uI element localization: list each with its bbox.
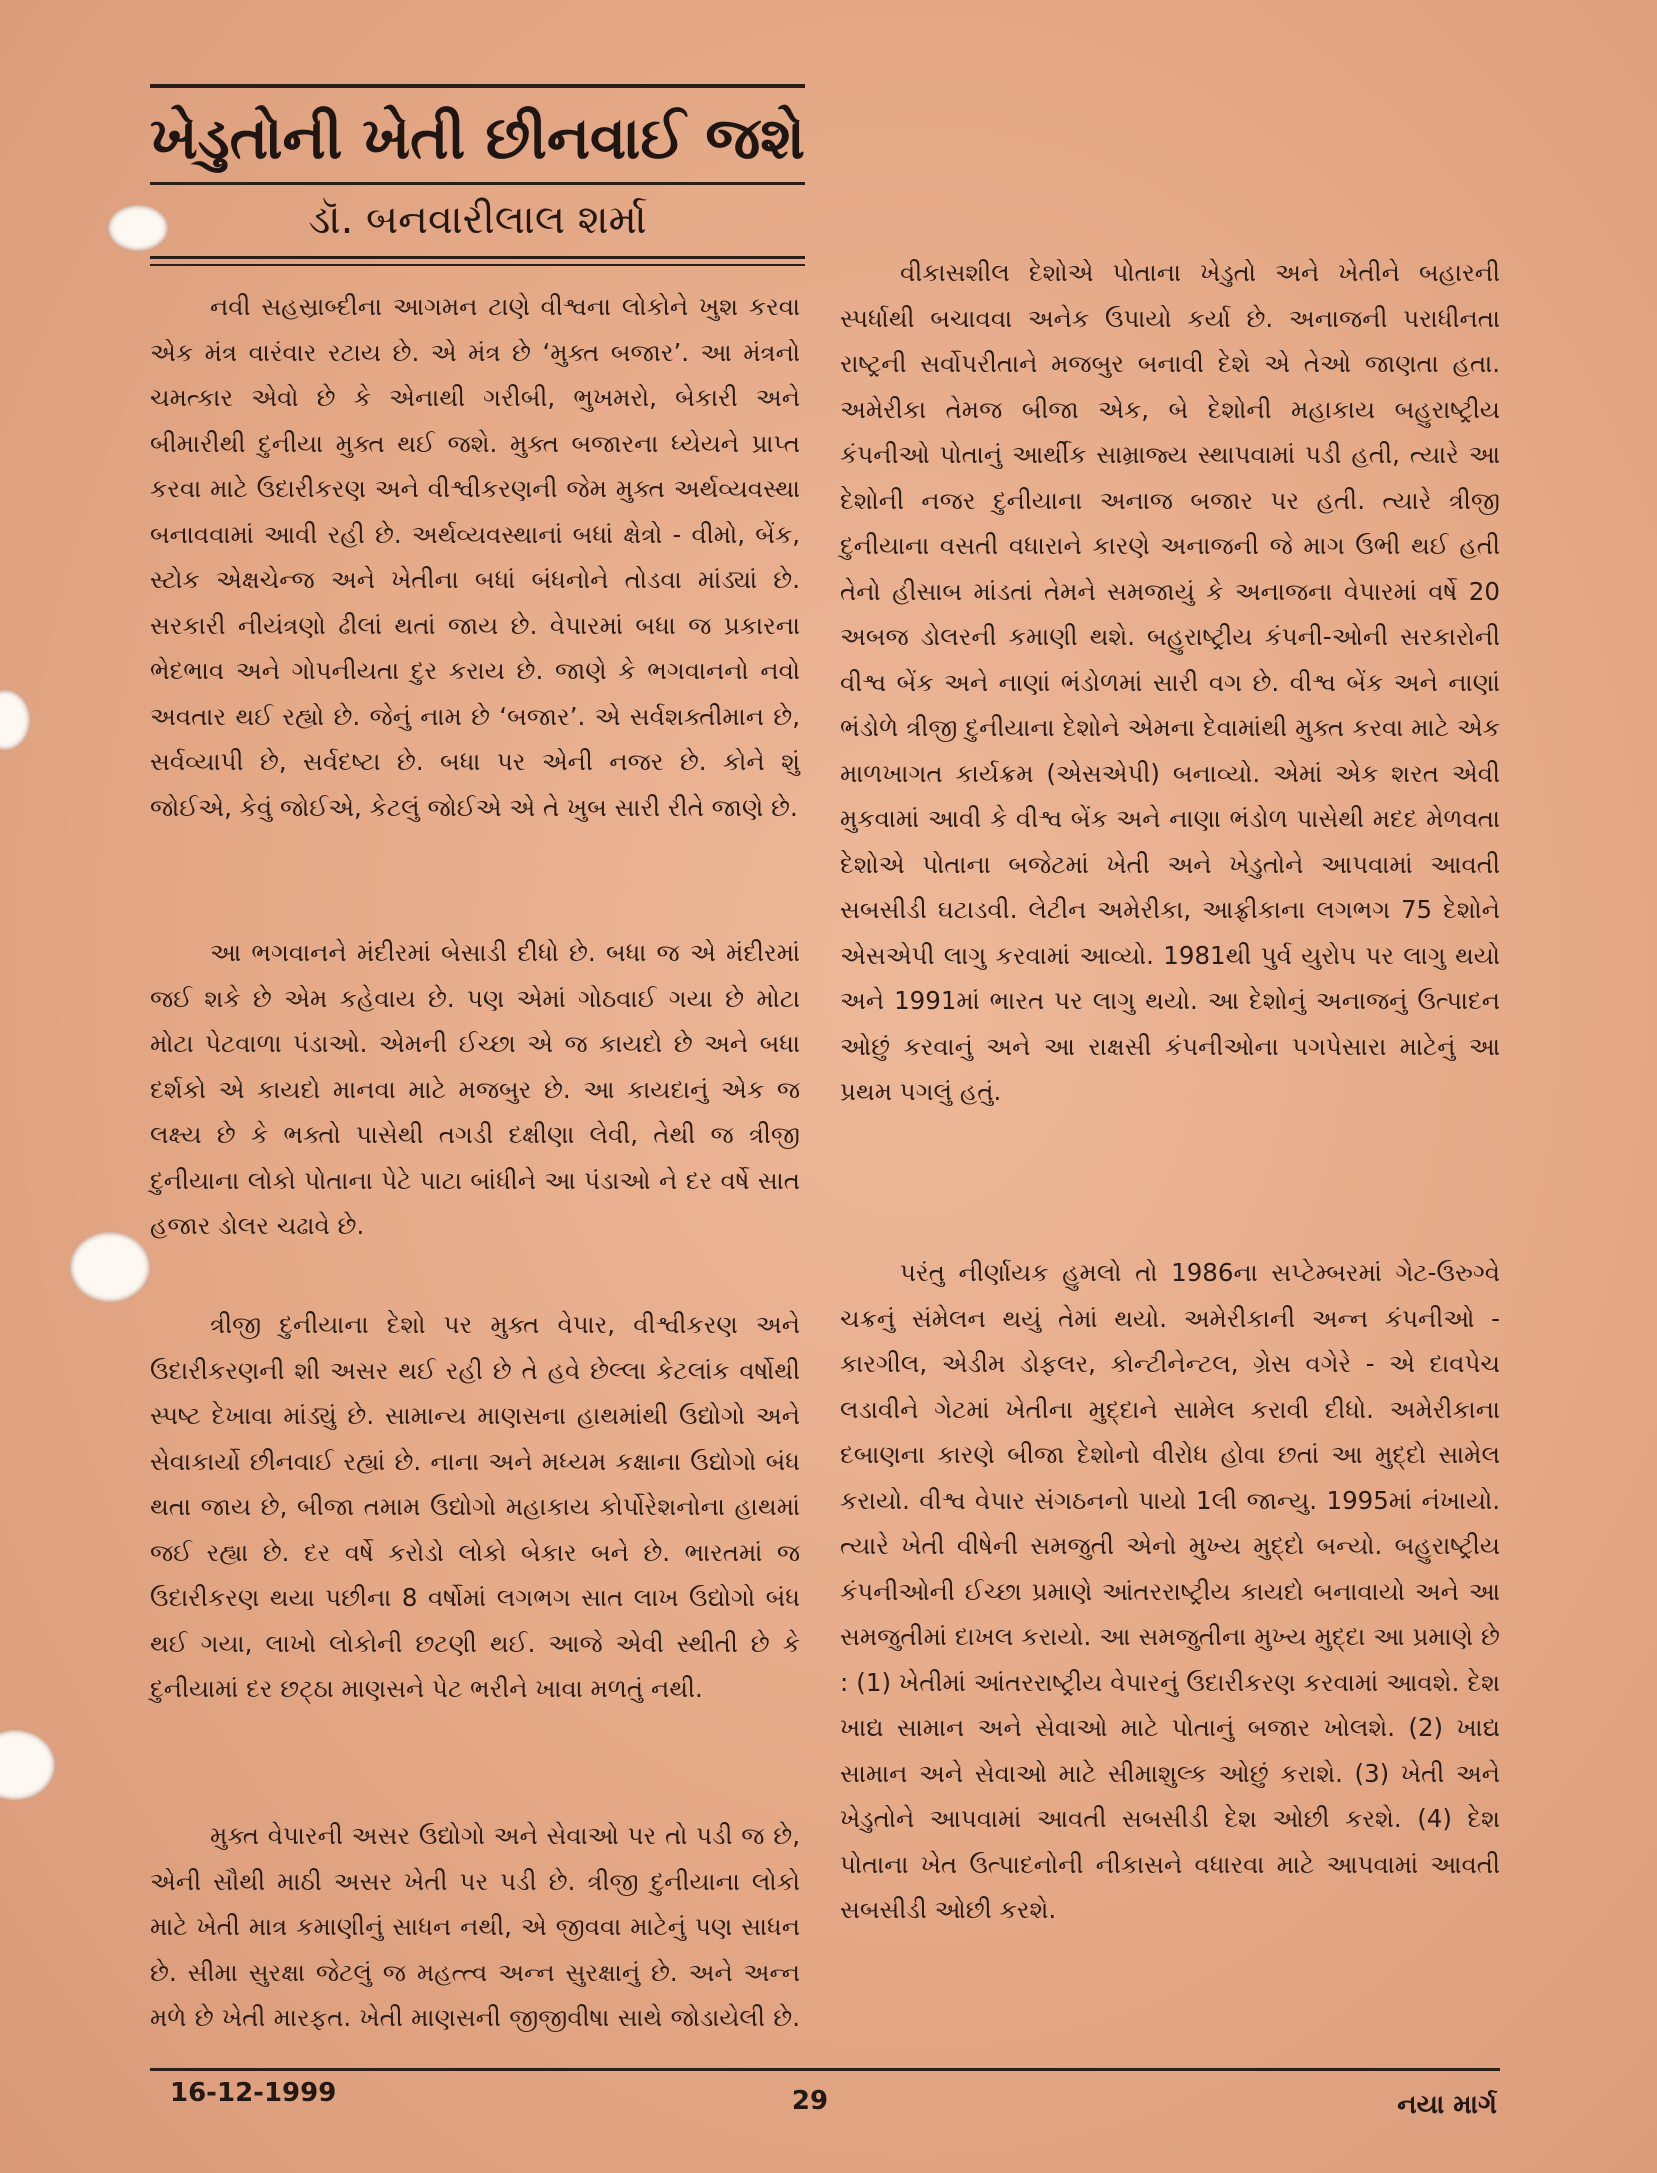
article-title: ખેડુતોની ખેતી છીનવાઈ જશે [150,104,805,172]
article-paragraph: મુક્ત વેપારની અસર ઉદ્યોગો અને સેવાઓ પર તો પડી જ છે, એની સૌથી માઠી અસર ખેતી પર પડી છે. ત્રીજી દુનીયાના લોકો માટે ખેતી માત્ર કમાણીનું સાધન નથી, એ જીવવા માટેનું પણ સાધન છે. સીમા સુરક્ષા જેટલું જ મહત્ત્વ અન્ન સુરક્ષાનું છે. અને અન્ન મળે છે ખેતી મારફત. ખેતી માણસની જીજીવીષા સાથે જોડાયેલી છે. [150,1821,800,2032]
title-rule [150,182,805,185]
title-rule [150,264,805,266]
paper-hole [0,1730,55,1800]
article-paragraph: પરંતુ નીર્ણાયક હુમલો તો 1986ના સપ્ટેમ્બરમાં ગેટ-ઉરુગ્વે ચક્રનું સંમેલન થયું તેમાં થયો. અમેરીકાની અન્ન કંપનીઓ - કારગીલ, એડીમ ડોફલર, કોન્ટીનેન્ટલ, ગ્રેસ વગેરે - એ દાવપેચ લડાવીને ગેટમાં ખેતીના મુદ્દાને સામેલ કરાવી દીધો. અમેરીકાના દબાણના કારણે બીજા દેશોનો વીરોધ હોવા છતાં આ મુદ્દો સામેલ કરાયો. વીશ્વ વેપાર સંગઠનનો પાયો 1લી જાન્યુ. 1995માં નંખાયો. ત્યારે ખેતી વીષેની સમજુતી એનો મુખ્ય મુદ્દો બન્યો. બહુરાષ્ટ્રીય કંપનીઓની ઈચ્છા પ્રમાણે આંતરરાષ્ટ્રીય કાયદો બનાવાયો અને આ સમજુતીમાં દાખલ કરાયો. આ સમજુતીના મુખ્ય મુદ્દા આ પ્રમાણે છે : (1) ખેતીમાં આંતરરાષ્ટ્રીય વેપારનું ઉદારીકરણ કરવામાં આવશે. દેશ ખાદ્ય સામાન અને સેવાઓ માટે પોતાનું બજાર ખોલશે. (2) ખાદ્ય સામાન અને સેવાઓ માટે સીમાશુલ્ક ઓછું કરાશે. (3) ખેતી અને ખેડુતોને આપવામાં આવતી સબસીડી દેશ ઓછી કરશે. (4) દેશ પોતાના ખેત ઉત્પાદનોની નીકાસને વધારવા માટે આપવામાં આવતી સબસીડી ઓછી કરશે. [840,1258,1500,1924]
article-paragraph: નવી સહસ્રાબ્દીના આગમન ટાણે વીશ્વના લોકોને ખુશ કરવા એક મંત્ર વારંવાર રટાય છે. એ મંત્ર છે ‘મુક્ત બજાર’. આ મંત્રનો ચમત્કાર એવો છે કે એનાથી ગરીબી, ભુખમરો, બેકારી અને બીમારીથી દુનીયા મુક્ત થઈ જશે. મુક્ત બજારના ધ્યેયને પ્રાપ્ત કરવા માટે ઉદારીકરણ અને વીશ્વીકરણની જેમ મુક્ત અર્થવ્યવસ્થા બનાવવામાં આવી રહી છે. અર્થવ્યવસ્થાનાં બધાં ક્ષેત્રો - વીમો, બેંક, સ્ટોક એક્ષચેન્જ અને ખેતીના બધાં બંધનોને તોડવા માંડ્યાં છે. સરકારી નીયંત્રણો ઢીલાં થતાં જાય છે. વેપારમાં બધા જ પ્રકારના ભેદભાવ અને ગોપનીયતા દુર કરાય છે. જાણે કે ભગવાનનો નવો અવતાર થઈ રહ્યો છે. જેનું નામ છે ‘બજાર’. એ સર્વશક્તીમાન છે, સર્વવ્યાપી છે, સર્વદષ્ટા છે. બધા પર એની નજર છે. કોને શું જોઈએ, કેવું જોઈએ, કેટલું જોઈએ એ તે ખુબ સારી રીતે જાણે છે. [150,292,800,822]
magazine-name: નયા માર્ગ [1397,2090,1497,2120]
article-paragraph: આ ભગવાનને મંદીરમાં બેસાડી દીધો છે. બધા જ એ મંદીરમાં જઈ શકે છે એમ કહેવાય છે. પણ એમાં ગોઠવાઈ ગયા છે મોટા મોટા પેટવાળા પંડાઓ. એમની ઈચ્છા એ જ કાયદો છે અને બધા દર્શકો એ કાયદો માનવા માટે મજબુર છે. આ કાયદાનું એક જ લક્ષ્ય છે કે ભક્તો પાસેથી તગડી દક્ષીણા લેવી, તેથી જ ત્રીજી દુનીયાના લોકો પોતાના પેટે પાટા બાંધીને આ પંડાઓ ને દર વર્ષે સાત હજાર ડોલર ચઢાવે છે. [150,938,800,1240]
page-number: 29 [791,2086,829,2116]
article-paragraph: વીકાસશીલ દેશોએ પોતાના ખેડુતો અને ખેતીને બહારની સ્પર્ધાથી બચાવવા અનેક ઉપાયો કર્યા છે. અનાજની પરાધીનતા રાષ્ટ્રની સર્વોપરીતાને મજબુર બનાવી દેશે એ તેઓ જાણતા હતા. અમેરીકા તેમજ બીજા એક, બે દેશોની મહાકાય બહુરાષ્ટ્રીય કંપનીઓ પોતાનું આર્થીક સામ્રાજ્ય સ્થાપવામાં પડી હતી, ત્યારે આ દેશોની નજર દુનીયાના અનાજ બજાર પર હતી. ત્યારે ત્રીજી દુનીયાના વસતી વધારાને કારણે અનાજની જે માગ ઉભી થઈ હતી તેનો હીસાબ માંડતાં તેમને સમજાયું કે અનાજના વેપારમાં વર્ષે 20 અબજ ડોલરની કમાણી થશે. બહુરાષ્ટ્રીય કંપની-ઓની સરકારોની વીશ્વ બેંક અને નાણાં ભંડોળમાં સારી વગ છે. વીશ્વ બેંક અને નાણાં ભંડોળે ત્રીજી દુનીયાના દેશોને એમના દેવામાંથી મુક્ત કરવા માટે એક માળખાગત કાર્યક્રમ (એસએપી) બનાવ્યો. એમાં એક શરત એવી મુકવામાં આવી કે વીશ્વ બેંક અને નાણા ભંડોળ પાસેથી મદદ મેળવતા દેશોએ પોતાના બજેટમાં ખેતી અને ખેડુતોને આપવામાં આવતી સબસીડી ઘટાડવી. લેટીન અમેરીકા, આફ્રીકાના લગભગ 75 દેશોને એસએપી લાગુ કરવામાં આવ્યો. 1981થી પુર્વ યુરોપ પર લાગુ થયો અને 1991માં ભારત પર લાગુ થયો. આ દેશોનું અનાજનું ઉત્પાદન ઓછું કરવાનું અને આ રાક્ષસી કંપનીઓના પગપેસારા માટેનું આ પ્રથમ પગલું હતું. [840,258,1500,1106]
paper-hole [70,1232,150,1302]
footer-date: 16-12-1999 [170,2078,337,2108]
paper-hole [0,690,30,750]
footer-rule [150,2068,1500,2071]
article-author: ડૉ. બનવારીલાલ શર્મા [308,197,647,243]
article-paragraph: ત્રીજી દુનીયાના દેશો પર મુક્ત વેપાર, વીશ્વીકરણ અને ઉદારીકરણની શી અસર થઈ રહી છે તે હવે છેલ્લા કેટલાંક વર્ષોથી સ્પષ્ટ દેખાવા માંડ્યું છે. સામાન્ય માણસના હાથમાંથી ઉદ્યોગો અને સેવાકાર્યો છીનવાઈ રહ્યાં છે. નાના અને મધ્યમ કક્ષાના ઉદ્યોગો બંધ થતા જાય છે, બીજા તમામ ઉદ્યોગો મહાકાય કોર્પોરેશનોના હાથમાં જઈ રહ્યા છે. દર વર્ષે કરોડો લોકો બેકાર બને છે. ભારતમાં જ ઉદારીકરણ થયા પછીના 8 વર્ષોમાં લગભગ સાત લાખ ઉદ્યોગો બંધ થઈ ગયા, લાખો લોકોની છટણી થઈ. આજે એવી સ્થીતી છે કે દુનીયામાં દર છટ્ઠા માણસને પેટ ભરીને ખાવા મળતું નથી. [150,1310,800,1703]
title-rule [150,256,805,259]
paper-hole [108,205,168,251]
title-rule [150,84,805,88]
